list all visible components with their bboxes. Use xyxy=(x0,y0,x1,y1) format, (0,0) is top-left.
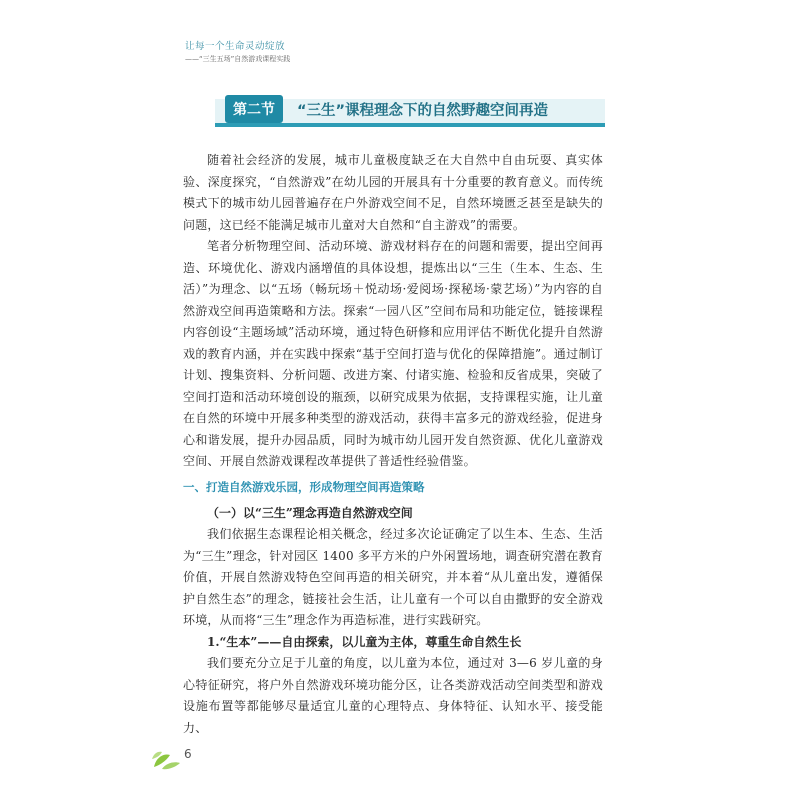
heading-level-1: 一、打造自然游戏乐园，形成物理空间再造策略 xyxy=(183,479,425,494)
running-header-subtitle: ——“三生五场”自然游戏课程实践 xyxy=(185,55,291,63)
paragraph: 随着社会经济的发展，城市儿童极度缺乏在大自然中自由玩耍、真实体验、深度探究，“自然游戏”在幼儿园的开展具有十分重要的教育意义。而传统模式下的城市幼儿园普遍存在户外游戏空间不足，自然环境匮乏甚至是缺失的问题，这已经不能满足城市儿童对大自然和“自主游戏”的需要。 xyxy=(183,153,603,232)
leaf-icon xyxy=(150,745,184,771)
page-number: 6 xyxy=(184,747,192,761)
heading-level-2: （一）以“三生”理念再造自然游戏空间 xyxy=(207,505,413,520)
section-banner xyxy=(185,95,605,127)
paragraph: 笔者分析物理空间、活动环境、游戏材料存在的问题和需要，提出空间再造、环境优化、游戏内涵增值的具体设想，提炼出以“三生（生本、生态、生活）”为理念、以“五场（畅玩场＋悦动场·爱阅场·探秘场·蒙艺场）”为内容的自然游戏空间再造策略和方法。探索“一园八区”空间布局和功能定位，链接课程内容创设“主题场域”活动环境，通过特色研修和应用评估不断优化提升自然游戏的教育内涵，并在实践中探索“基于空间打造与优化的保障措施”。通过制订计划、搜集资料、分析问题、改进方案、付诸实施、检验和反省成果，突破了空间打造和活动环境创设的瓶颈，以研究成果为依据，支持课程实施，让儿童在自然的环境中开展多种类型的游戏活动，获得丰富多元的游戏经验，促进身心和谐发展，提升办园品质，同时为城市幼儿园开发自然资源、优化儿童游戏空间、开展自然游戏课程改革提供了普适性经验借鉴。 xyxy=(183,239,603,468)
section-title: “三生”课程理念下的自然野趣空间再造 xyxy=(297,103,549,119)
running-header-title: 让每一个生命灵动绽放 xyxy=(185,41,286,52)
paragraph: 我们要充分立足于儿童的角度，以儿童为本位，通过对 3—6 岁儿童的身心特征研究，将户外自然游戏环境功能分区，让各类游戏活动空间类型和游戏设施布置等都能够尽量适宜儿童的心理特点、身体特征、认知水平、接受能力、 xyxy=(183,656,603,735)
heading-level-3: 1.“生本”——自由探索，以儿童为主体，尊重生命自然生长 xyxy=(207,634,522,649)
section-badge: 第二节 xyxy=(225,95,283,123)
body-text xyxy=(183,150,603,739)
running-header xyxy=(185,38,385,64)
paragraph: 我们依据生态课程论相关概念，经过多次论证确定了以生本、生态、生活为“三生”理念，针对园区 1400 多平方米的户外闲置场地，调查研究潜在教育价值，开展自然游戏特色空间再造的相关研究，并本着“从儿童出发，遵循保护自然生态”的理念，链接社会生活，让儿童有一个可以自由撒野的安全游戏环境，从而将“三生”理念作为再造标准，进行实践研究。 xyxy=(183,527,603,627)
